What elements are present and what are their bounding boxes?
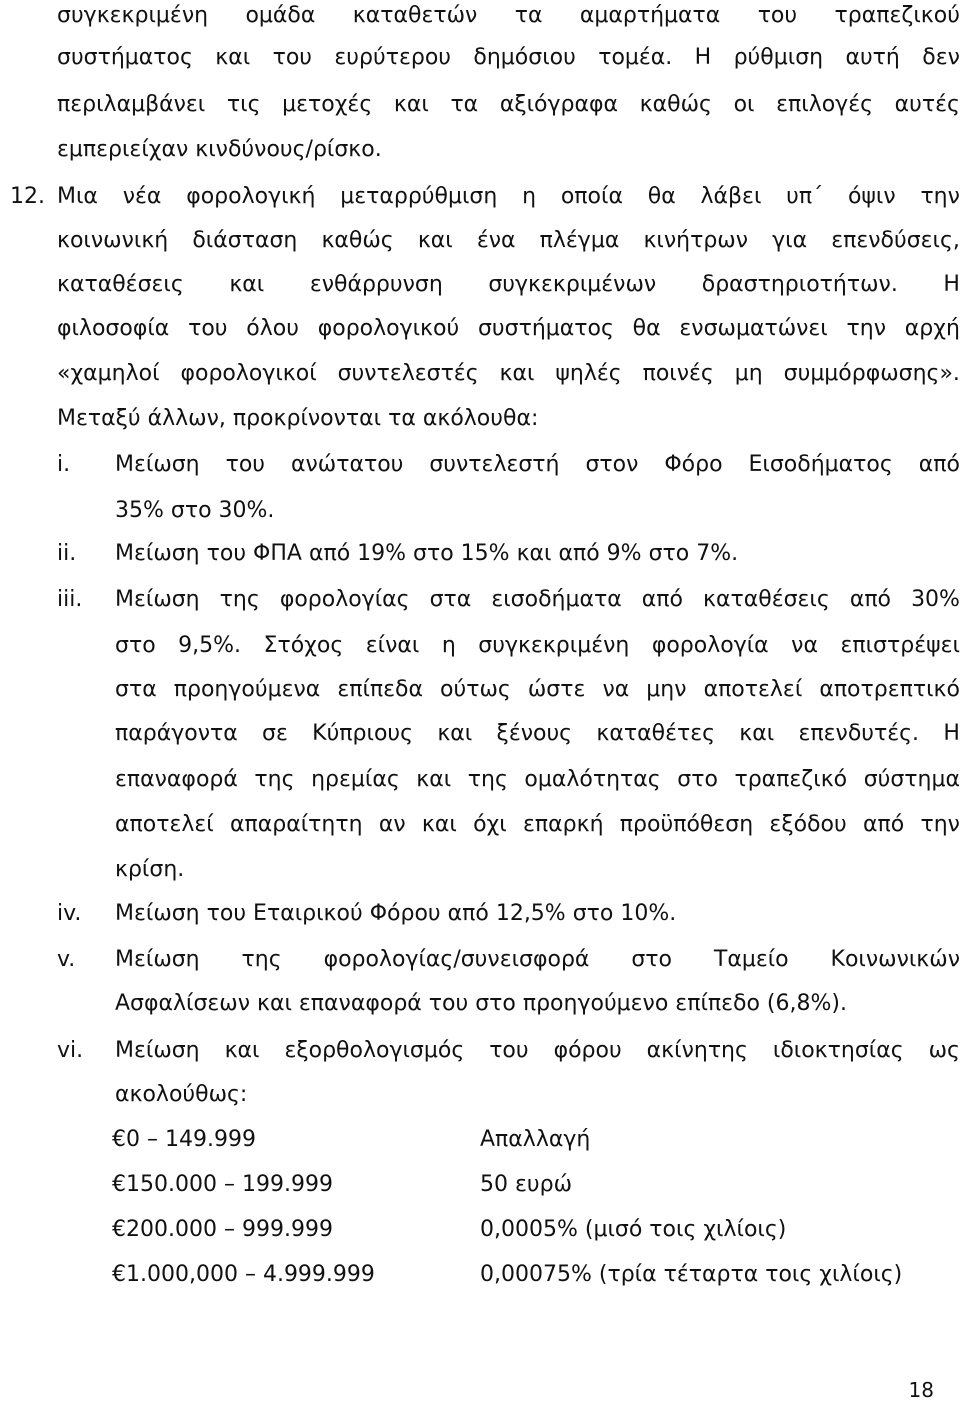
word: σύστημα — [863, 767, 960, 792]
word: υπ΄ — [786, 184, 824, 209]
word: σε — [262, 721, 288, 746]
item-12-line-1 — [57, 182, 960, 212]
word: περιλαμβάνει — [57, 92, 206, 117]
word: ρύθμιση — [733, 45, 824, 70]
word: της — [241, 947, 282, 972]
word: δημόσιου — [473, 45, 576, 70]
word: και — [229, 272, 265, 297]
word: Μια — [57, 184, 98, 209]
subitem-ii-line-1: Μείωση του ΦΠΑ από 19% στο 15% και από 9% στο 7%. — [115, 541, 739, 566]
word: φορολογικοί — [180, 361, 317, 386]
word: τραπεζικό — [734, 767, 848, 792]
word: ξένους — [496, 721, 573, 746]
word: κινήτρων — [643, 228, 749, 253]
word: ομαλότητας — [524, 767, 661, 792]
word: την — [920, 184, 960, 209]
table-cell-tax: 0,0005% (μισό τοις χιλίοις) — [480, 1217, 787, 1242]
word: να — [602, 677, 630, 702]
word: καταθέσεις — [703, 587, 830, 612]
table-cell-range: €200.000 – 999.999 — [112, 1217, 333, 1242]
word: Μείωση — [115, 947, 200, 972]
word: συγκεκριμένη — [57, 3, 209, 28]
word: μη — [734, 361, 763, 386]
word: της — [467, 767, 508, 792]
word: και — [437, 721, 473, 746]
word: όχι — [473, 812, 507, 837]
word: επαρκή — [523, 812, 604, 837]
word: φιλοσοφία — [57, 316, 170, 341]
word: ένα — [476, 228, 516, 253]
word: παράγοντα — [115, 721, 238, 746]
word: μεταρρύθμιση — [340, 184, 498, 209]
word: καταθετών — [352, 3, 478, 28]
word: μετοχές — [282, 92, 373, 117]
word: αξιόγραφα — [499, 92, 619, 117]
subitem-vi-line-1 — [115, 1036, 960, 1066]
subitem-vi-line-2: ακολούθως: — [115, 1082, 248, 1107]
table-cell-range: €1.000,000 – 4.999.999 — [112, 1262, 375, 1287]
word: κοινωνική — [57, 228, 169, 253]
word: από — [849, 587, 892, 612]
word: Μείωση — [115, 452, 200, 477]
word: προηγούμενα — [173, 677, 321, 702]
word: 30% — [911, 587, 960, 612]
word: θα — [632, 316, 661, 341]
word: όλου — [246, 316, 299, 341]
word: να — [791, 633, 818, 658]
word: και — [416, 767, 452, 792]
word: συγκεκριμένων — [488, 272, 657, 297]
intro-line-2 — [57, 43, 960, 73]
word: διάσταση — [192, 228, 298, 253]
word: αμαρτήματα — [579, 3, 721, 28]
word: ευρύτερου — [334, 45, 452, 70]
word: τις — [226, 92, 261, 117]
word: και — [739, 721, 775, 746]
word: αυτή — [845, 45, 900, 70]
item-12-line-6: Μεταξύ άλλων, προκρίνονται τα ακόλουθα: — [57, 406, 539, 431]
word: επιλογές — [776, 92, 873, 117]
word: ανώτατου — [290, 452, 404, 477]
word: από — [641, 587, 683, 612]
word: ώστε — [527, 677, 586, 702]
word: απαραίτητη — [229, 812, 363, 837]
subitem-v-line-2: Ασφαλίσεων και επαναφορά του στο προηγούμενο επίπεδο (6,8%). — [115, 991, 847, 1016]
word: επαναφορά — [115, 767, 238, 792]
word: οι — [733, 92, 755, 117]
word: και — [393, 92, 429, 117]
word: φορολογίας/συνεισφορά — [323, 947, 590, 972]
subitem-v-marker: v. — [57, 947, 76, 972]
word: του — [757, 3, 798, 28]
subitem-iii-line-1 — [115, 585, 960, 615]
subitem-i-line-2: 35% στο 30%. — [115, 498, 275, 523]
word: της — [219, 587, 260, 612]
word: πλέγμα — [539, 228, 620, 253]
intro-line-1 — [57, 1, 960, 31]
subitem-iii-line-5 — [115, 765, 960, 795]
word: στα — [115, 677, 157, 702]
word: ενθάρρυνση — [309, 272, 443, 297]
word: του — [272, 45, 313, 70]
word: τα — [514, 3, 543, 28]
word: στο — [115, 633, 156, 658]
word: ενσωματώνει — [679, 316, 828, 341]
word: ιδιοκτησίας — [772, 1038, 904, 1063]
word: στο — [631, 947, 672, 972]
item-12-line-3 — [57, 270, 960, 300]
word: του — [188, 316, 228, 341]
word: στα — [429, 587, 472, 612]
word: ούτως — [440, 677, 511, 702]
word: στον — [585, 452, 639, 477]
word: Στόχος — [263, 633, 344, 658]
subitem-iii-marker: iii. — [57, 587, 83, 612]
word: καταθέτες — [596, 721, 716, 746]
word: καθώς — [321, 228, 394, 253]
word: εξόδου — [769, 812, 847, 837]
intro-line-4: εμπεριείχαν κινδύνους/ρίσκο. — [57, 137, 382, 162]
word: Κύπριους — [312, 721, 414, 746]
subitem-iii-line-6 — [115, 810, 960, 840]
word: αρχή — [904, 316, 960, 341]
subitem-ii-marker: ii. — [57, 541, 77, 566]
word: στο — [677, 767, 718, 792]
word: τα — [450, 92, 479, 117]
item-12-line-5 — [57, 359, 960, 389]
subitem-vi-marker: vi. — [57, 1038, 84, 1063]
word: θα — [647, 184, 676, 209]
word: του — [225, 452, 266, 477]
word: Η — [943, 721, 960, 746]
word: η — [522, 184, 537, 209]
word: επιστρέψει — [840, 633, 960, 658]
word: Η — [694, 45, 712, 70]
word: ηρεμίας — [311, 767, 400, 792]
word: προϋπόθεση — [619, 812, 754, 837]
subitem-i-marker: i. — [57, 452, 71, 477]
word: 9,5%. — [178, 633, 242, 658]
word: τομέα. — [598, 45, 673, 70]
word: εξορθολογισμός — [284, 1038, 465, 1063]
word: τραπεζικού — [834, 3, 960, 28]
word: είναι — [365, 633, 420, 658]
word: και — [421, 812, 457, 837]
word: αποτελεί — [703, 677, 803, 702]
subitem-iii-line-4 — [115, 719, 960, 749]
word: από — [918, 452, 960, 477]
word: και — [224, 1038, 260, 1063]
table-cell-tax: Απαλλαγή — [480, 1127, 591, 1152]
word: αποτελεί — [115, 812, 214, 837]
subitem-iii-line-2 — [115, 631, 960, 661]
table-cell-tax: 50 ευρώ — [480, 1172, 572, 1197]
word: καθώς — [639, 92, 712, 117]
subitem-iv-marker: iv. — [57, 901, 82, 926]
word: του — [489, 1038, 529, 1063]
word: συμμόρφωσης». — [783, 361, 960, 386]
word: Η — [943, 272, 960, 297]
word: για — [772, 228, 808, 253]
table-cell-range: €150.000 – 199.999 — [112, 1172, 333, 1197]
word: συστήματος — [57, 45, 193, 70]
intro-line-3 — [57, 90, 960, 120]
word: Φόρο — [664, 452, 723, 477]
item-12-number: 12. — [10, 184, 45, 209]
word: συντελεστή — [429, 452, 560, 477]
word: «χαμηλοί — [57, 361, 160, 386]
word: και — [215, 45, 251, 70]
word: φορολογίας — [279, 587, 410, 612]
subitem-iii-line-7: κρίση. — [115, 857, 185, 882]
subitem-iii-line-3 — [115, 675, 960, 705]
word: καταθέσεις — [57, 272, 184, 297]
word: ψηλές — [555, 361, 622, 386]
word: και — [417, 228, 453, 253]
word: επενδύσεις, — [831, 228, 960, 253]
item-12-line-4 — [57, 314, 960, 344]
word: οποία — [560, 184, 623, 209]
word: συγκεκριμένη — [478, 633, 630, 658]
word: της — [254, 767, 295, 792]
word: Μείωση — [115, 1038, 200, 1063]
word: ποινές — [642, 361, 714, 386]
word: Εισοδήματος — [748, 452, 893, 477]
word: αν — [378, 812, 406, 837]
word: δεν — [922, 45, 960, 70]
word: και — [499, 361, 535, 386]
word: εισοδήματα — [491, 587, 622, 612]
subitem-iv-line-1: Μείωση του Εταιρικού Φόρου από 12,5% στο 10%. — [115, 901, 677, 926]
table-cell-tax: 0,00075% (τρία τέταρτα τοις χιλίοις) — [480, 1262, 903, 1287]
word: από — [862, 812, 905, 837]
table-cell-range: €0 – 149.999 — [112, 1127, 256, 1152]
word: επενδυτές. — [798, 721, 920, 746]
page-number: 18 — [908, 1378, 934, 1402]
word: Κοινωνικών — [830, 947, 960, 972]
word: ως — [928, 1038, 960, 1063]
word: την — [920, 812, 960, 837]
word: φορολογικού — [317, 316, 460, 341]
word: η — [441, 633, 456, 658]
item-12-line-2 — [57, 226, 960, 256]
word: φόρου — [553, 1038, 622, 1063]
word: νέα — [122, 184, 162, 209]
word: την — [846, 316, 886, 341]
word: φορολογία — [651, 633, 769, 658]
word: Μείωση — [115, 587, 200, 612]
word: μην — [646, 677, 687, 702]
subitem-v-line-1 — [115, 945, 960, 975]
word: αποτρεπτικό — [819, 677, 960, 702]
word: αυτές — [894, 92, 960, 117]
subitem-i-line-1 — [115, 450, 960, 480]
word: συστήματος — [477, 316, 614, 341]
word: ομάδα — [245, 3, 316, 28]
word: φορολογική — [186, 184, 316, 209]
word: όψιν — [847, 184, 896, 209]
word: δραστηριοτήτων. — [701, 272, 898, 297]
word: επίπεδα — [337, 677, 423, 702]
word: Ταμείο — [713, 947, 789, 972]
word: συντελεστές — [337, 361, 479, 386]
word: λάβει — [700, 184, 762, 209]
word: ακίνητης — [646, 1038, 748, 1063]
